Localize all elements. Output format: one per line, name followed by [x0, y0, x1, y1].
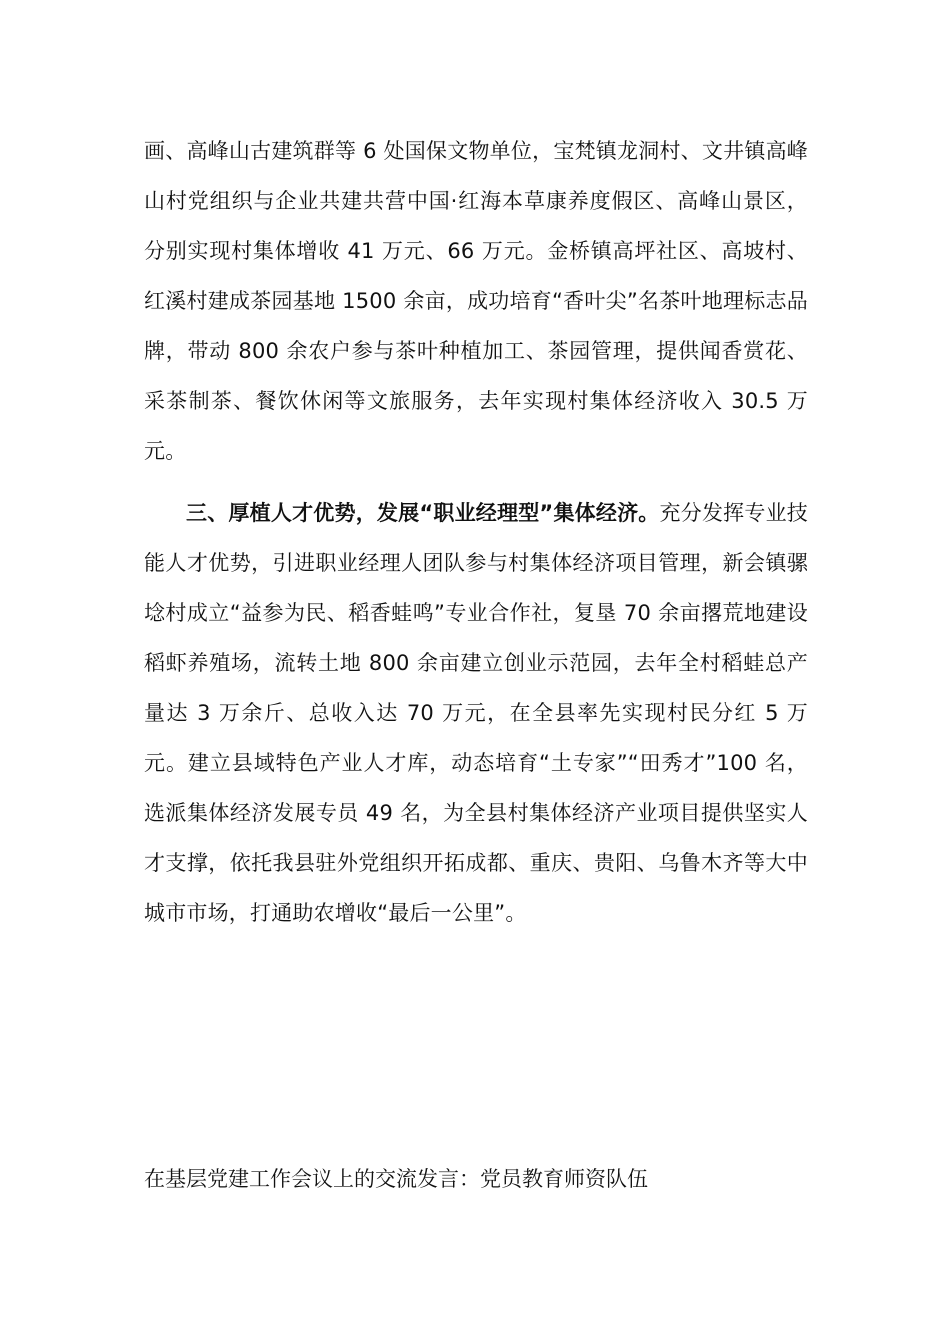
section-body-3: 充分发挥专业技能人才优势，引进职业经理人团队参与村集体经济项目管理，新会镇骡埝村成立“益参为民、稻香蛙鸣”专业合作社，复垦 70 余亩撂荒地建设稻虾养殖场，流转土地 800 余亩建立创业示范园，去年全村稻蛙总产量达 3 万余斤、总收入达 70 万元，在全县率先实现村民分红 5 万元。建立县域特色产业人才库，动态培育“土专家”“田秀才”100 名，选派集体经济发展专员 49 名，为全县村集体经济产业项目提供坚实人才支撑，依托我县驻外党组织开拓成都、重庆、贵阳、乌鲁木齐等大中城市市场，打通助农增收“最后一公里”。: [144, 501, 808, 925]
next-article-title: 在基层党建工作会议上的交流发言：党员教育师资队伍: [144, 1167, 648, 1191]
section-heading-3: 三、厚植人才优势，发展“职业经理型”集体经济。: [186, 501, 660, 525]
body-paragraph-1: 画、高峰山古建筑群等 6 处国保文物单位，宝梵镇龙洞村、文井镇高峰山村党组织与企业共建共营中国·红海本草康养度假区、高峰山景区，分别实现村集体增收 41 万元、66 万元。金桥镇高坪社区、高坡村、红溪村建成茶园基地 1500 余亩，成功培育“香叶尖”名茶叶地理标志品牌，带动 800 余农户参与茶叶种植加工、茶园管理，提供闻香赏花、采茶制茶、餐饮休闲等文旅服务，去年实现村集体经济收入 30.5 万元。: [144, 139, 808, 463]
body-paragraph-2: [144, 488, 808, 938]
